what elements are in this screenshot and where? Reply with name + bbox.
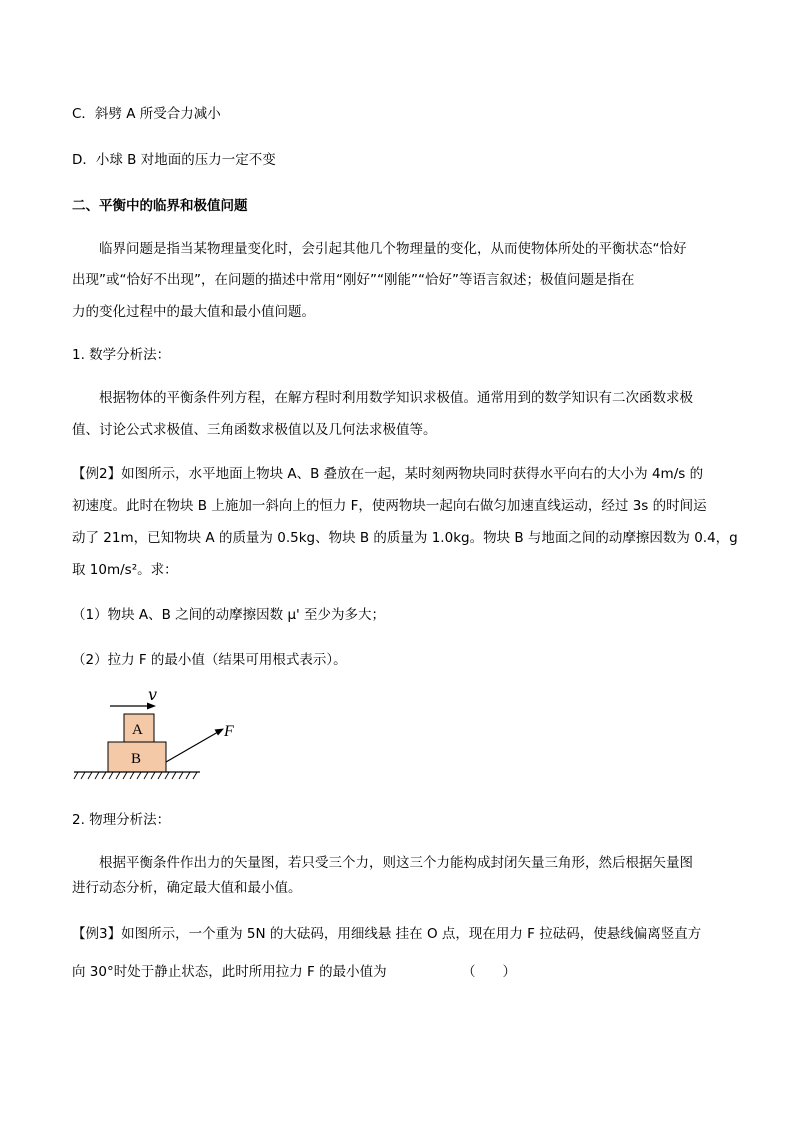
example3-line-1: 【例3】如图所示，一个重为 5N 的大砝码，用细线悬 挂在 O 点，现在用力 F 拉砝码，使悬线偏离竖直方 (72, 926, 702, 942)
method2-body-line-2: 进行动态分析，确定最大值和最小值。 (72, 880, 302, 896)
block-a-label: A (132, 722, 143, 738)
example2-question-1: （1）物块 A、B 之间的动摩擦因数 μ' 至少为多大； (72, 607, 386, 623)
example2-line-3: 动了 21m，已知物块 A 的质量为 0.5kg、物块 B 的质量为 1.0kg。物块 B 与地面之间的动摩擦因数为 0.4，g (72, 530, 738, 546)
example2-line-4: 取 10m/s²。求： (72, 562, 178, 578)
intro-paragraph-line-1: 临界问题是指当某物理量变化时，会引起其他几个物理量的变化，从而使物体所处的平衡状态“恰好 (99, 241, 687, 257)
option-d: D．小球 B 对地面的压力一定不变 (72, 152, 276, 168)
section-heading: 二、平衡中的临界和极值问题 (72, 198, 248, 214)
block-b-label: B (131, 751, 142, 767)
example2-question-2: （2）拉力 F 的最小值（结果可用根式表示）。 (72, 652, 347, 668)
force-label: F (224, 723, 234, 740)
option-c: C．斜劈 A 所受合力减小 (72, 106, 221, 122)
method1-body-line-1: 根据物体的平衡条件列方程，在解方程时利用数学知识求极值。通常用到的数学知识有二次函数求极 (99, 390, 693, 406)
ground (74, 772, 200, 779)
method1-title: 1. 数学分析法： (72, 347, 171, 363)
method1-body-line-2: 值、讨论公式求极值、三角函数求极值以及几何法求极值等。 (72, 422, 437, 438)
intro-paragraph-line-2: 出现”或“恰好不出现”，在问题的描述中常用“刚好”“刚能”“恰好”等语言叙述；极值问题是指在 (72, 272, 635, 288)
example3-answer-blank: （ ） (462, 964, 516, 980)
method2-body-line-1: 根据平衡条件作出力的矢量图，若只受三个力，则这三个力能构成封闭矢量三角形，然后根据矢量图 (99, 855, 693, 871)
force-arrow (166, 729, 224, 763)
method2-title: 2. 物理分析法： (72, 812, 171, 828)
velocity-label: v (148, 686, 158, 704)
example3-line-2: 向 30°时处于静止状态，此时所用拉力 F 的最小值为 (72, 964, 387, 980)
blocks-force-diagram (70, 686, 250, 786)
example2-line-2: 初速度。此时在物块 B 上施加一斜向上的恒力 F，使两物块一起向右做匀加速直线运动，经过 3s 的时间运 (72, 498, 707, 514)
intro-paragraph-line-3: 力的变化过程中的最大值和最小值问题。 (72, 304, 315, 320)
example2-line-1: 【例2】如图所示，水平地面上物块 A、B 叠放在一起，某时刻两物块同时获得水平向右的大小为 4m/s 的 (72, 466, 704, 482)
